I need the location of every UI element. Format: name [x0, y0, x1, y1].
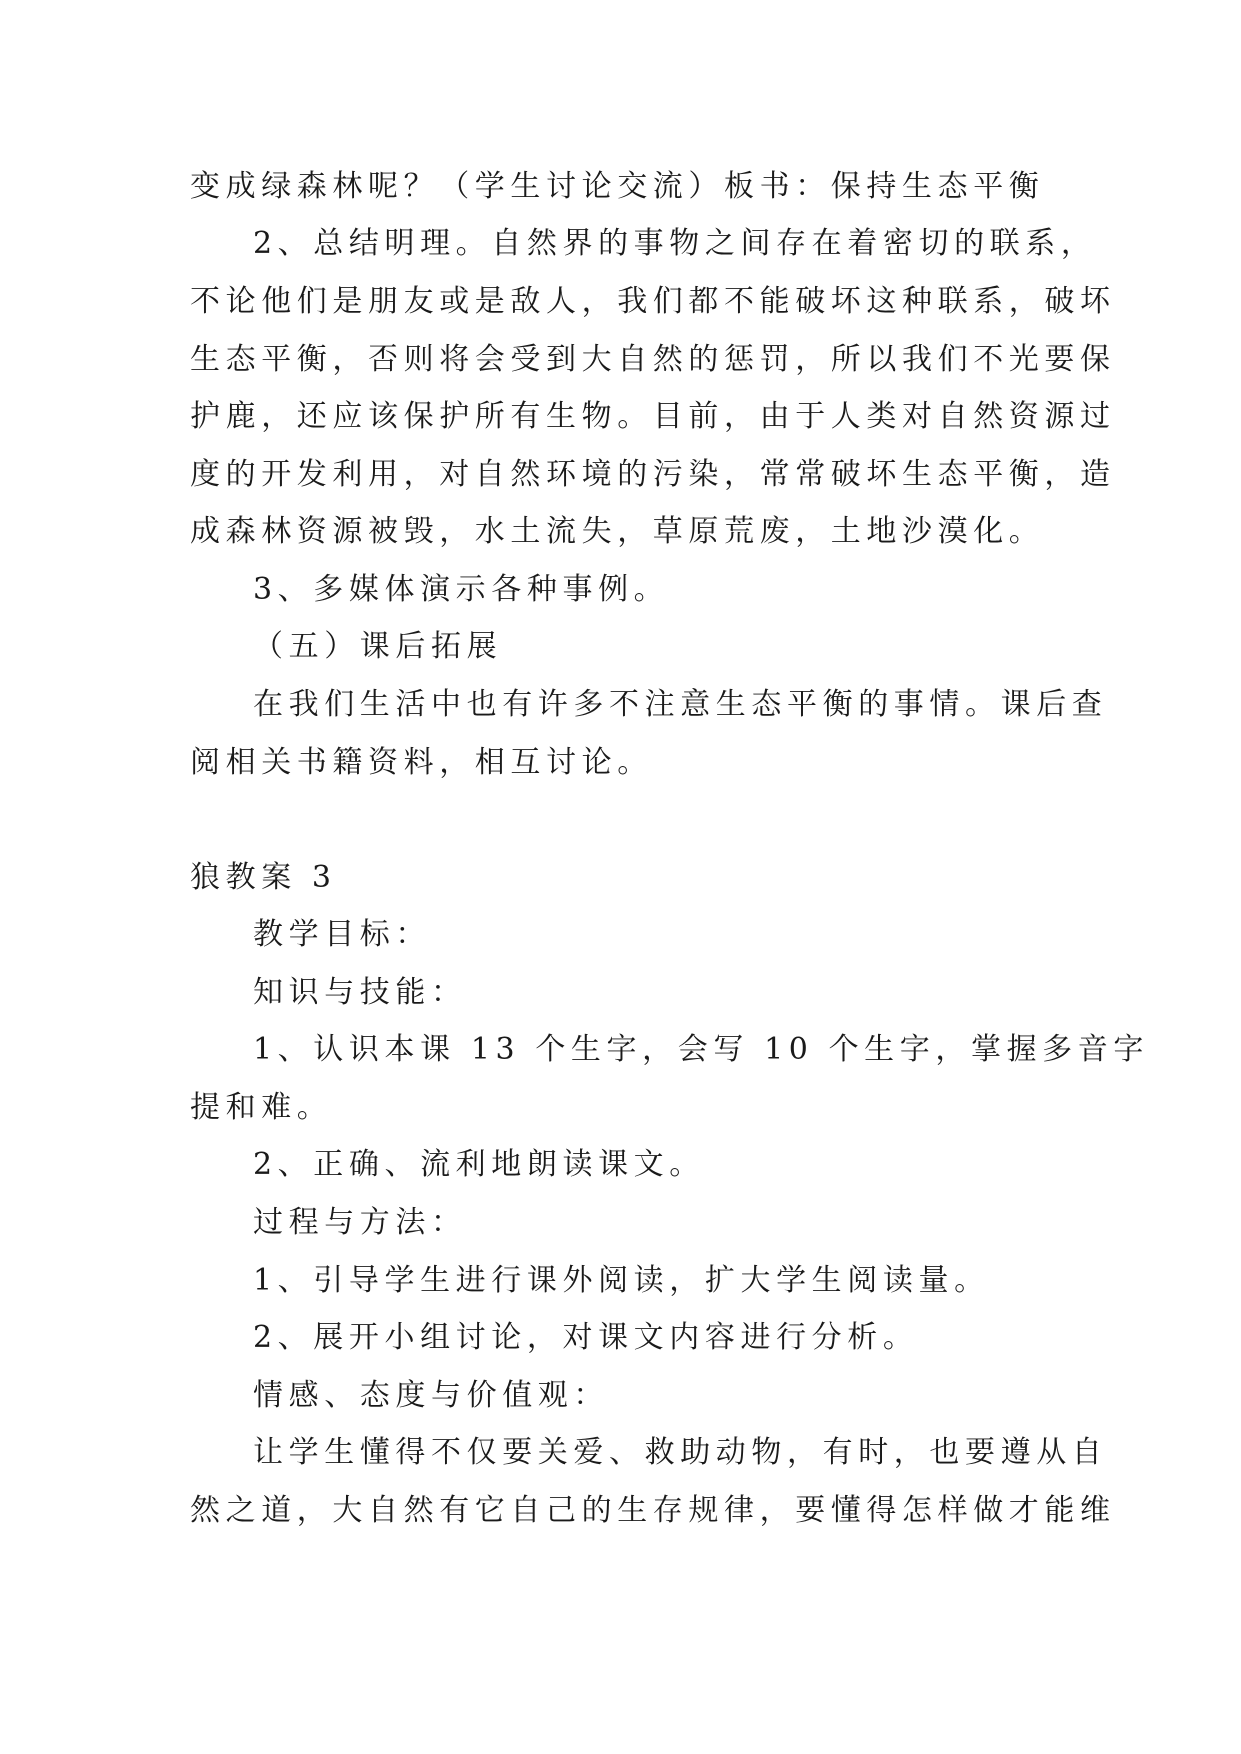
list-item: 2、展开小组讨论，对课文内容进行分析。 [253, 1320, 919, 1355]
text-line: 护鹿，还应该保护所有生物。目前，由于人类对自然资源过 [190, 399, 1116, 434]
text-line: 不论他们是朋友或是敌人，我们都不能破坏这种联系，破坏 [190, 284, 1116, 319]
text-line: 成森林资源被毁，水土流失，草原荒废，土地沙漠化。 [190, 514, 1045, 549]
text-line: 阅相关书籍资料，相互讨论。 [190, 745, 653, 780]
text-line: 生态平衡，否则将会受到大自然的惩罚，所以我们不光要保 [190, 342, 1116, 377]
text-line: 变成绿森林呢？（学生讨论交流）板书：保持生态平衡 [190, 169, 1045, 204]
text-line: 让学生懂得不仅要关爱、救助动物，有时，也要遵从自 [253, 1435, 1108, 1470]
list-item: 2、正确、流利地朗读课文。 [253, 1147, 705, 1182]
section-heading: （五）课后拓展 [253, 629, 503, 664]
document-title: 狼教案 3 [190, 860, 337, 895]
text-line: 度的开发利用，对自然环境的污染，常常破坏生态平衡，造 [190, 457, 1116, 492]
subsection-heading: 过程与方法： [253, 1205, 467, 1240]
section-heading: 教学目标： [253, 917, 431, 952]
text-line: 2、总结明理。自然界的事物之间存在着密切的联系， [253, 226, 1097, 261]
list-item: 1、认识本课 13 个生字，会写 10 个生字，掌握多音字 [253, 1032, 1149, 1067]
text-line: 3、多媒体演示各种事例。 [253, 572, 670, 607]
text-line: 在我们生活中也有许多不注意生态平衡的事情。课后查 [253, 687, 1108, 722]
text-line: 提和难。 [190, 1090, 333, 1125]
subsection-heading: 情感、态度与价值观： [253, 1378, 609, 1413]
list-item: 1、引导学生进行课外阅读，扩大学生阅读量。 [253, 1263, 990, 1298]
subsection-heading: 知识与技能： [253, 975, 467, 1010]
text-line: 然之道，大自然有它自己的生存规律，要懂得怎样做才能维 [190, 1493, 1116, 1528]
